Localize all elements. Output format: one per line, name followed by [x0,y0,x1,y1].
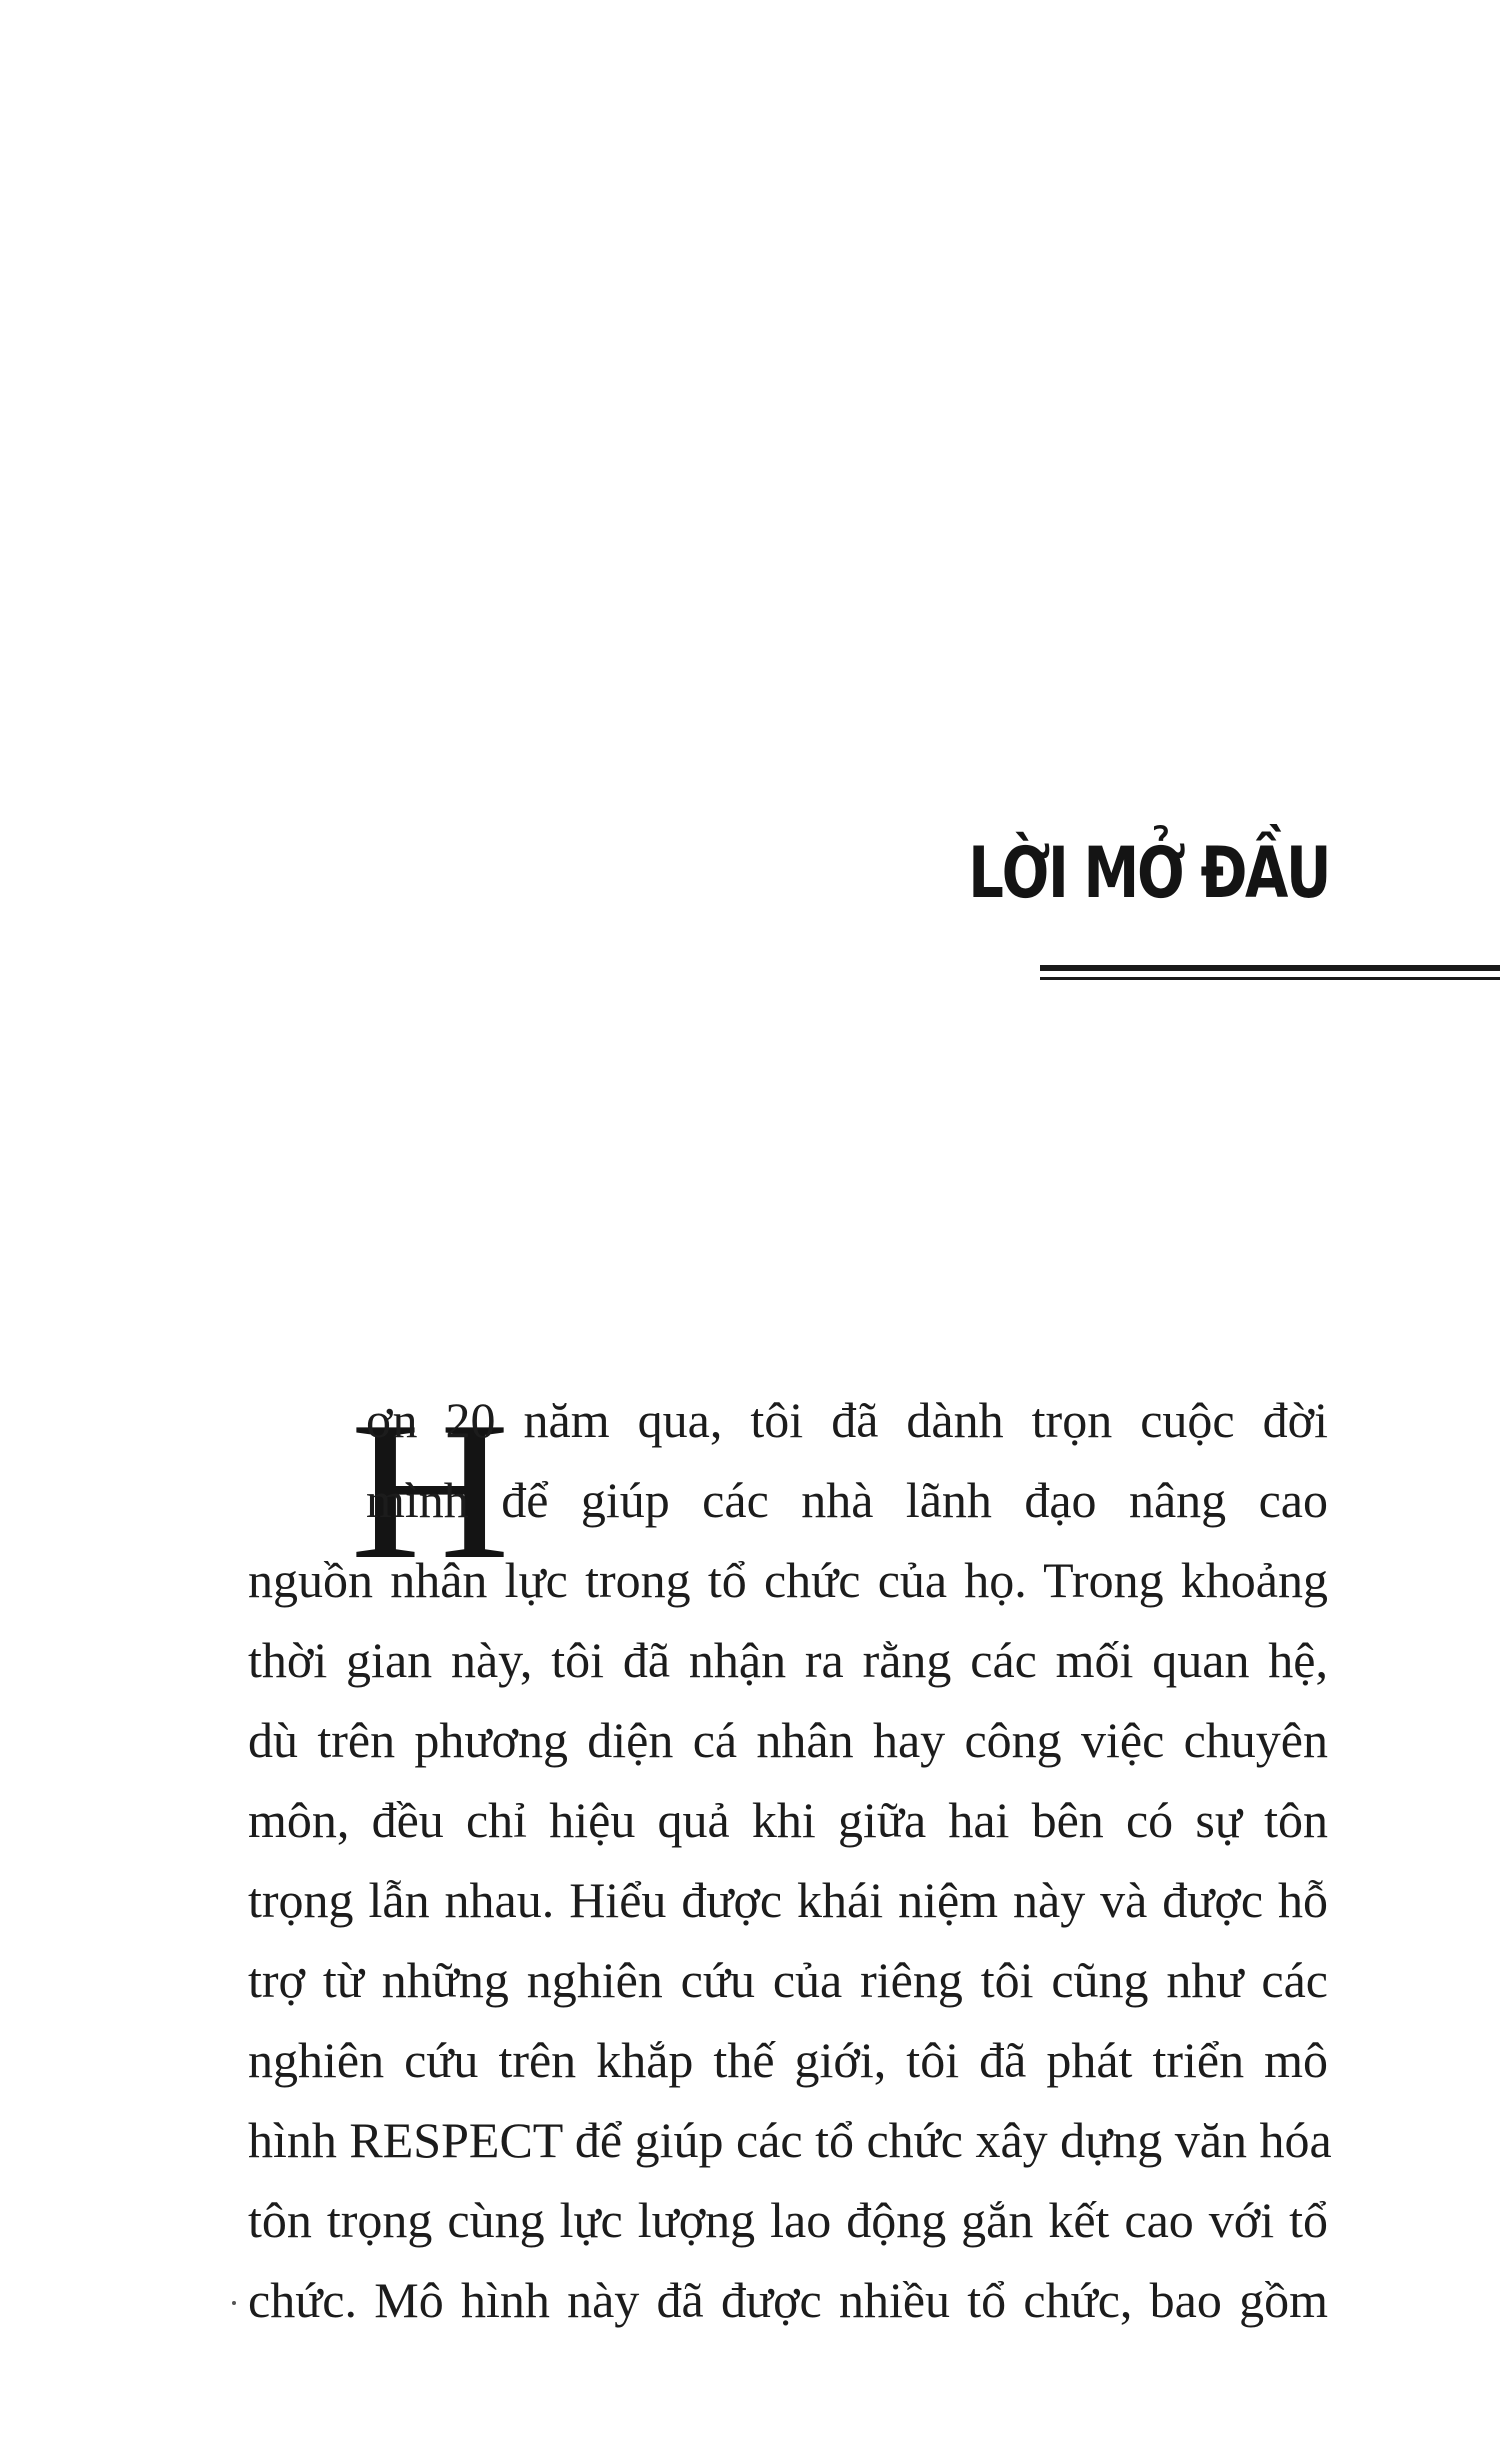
drop-cap: H [350,1381,511,1600]
paragraph-line: môn, đều chỉ hiệu quả khi giữa hai bên có sự tôn [248,1792,1328,1848]
paragraph-line: dù trên phương diện cá nhân hay công việc chuyên [248,1712,1328,1768]
body-paragraph [248,1380,1332,2340]
heading-rule-thick [1040,965,1500,971]
paragraph-line: trợ từ những nghiên cứu của riêng tôi cũng như các [248,1952,1328,2008]
heading-rule-thin [1040,977,1500,980]
paragraph-line: hình RESPECT để giúp các tổ chức xây dựng văn hóa [248,2112,1332,2168]
paragraph-line: trọng lẫn nhau. Hiểu được khái niệm này và được hỗ [248,1872,1328,1928]
paragraph-line: chức. Mô hình này đã được nhiều tổ chức, bao gồm [248,2272,1328,2328]
paragraph-line: ơn 20 năm qua, tôi đã dành trọn cuộc đời [366,1392,1328,1448]
chapter-heading: LỜI MỞ ĐẦU [968,832,1329,914]
paragraph-line: nghiên cứu trên khắp thế giới, tôi đã phát triển mô [248,2032,1328,2088]
margin-mark [232,2301,236,2305]
paragraph-line: thời gian này, tôi đã nhận ra rằng các mối quan hệ, [248,1632,1328,1688]
paragraph-line: nguồn nhân lực trong tổ chức của họ. Trong khoảng [248,1552,1328,1608]
paragraph-line: tôn trọng cùng lực lượng lao động gắn kết cao với tổ [248,2192,1328,2248]
paragraph-line: mình để giúp các nhà lãnh đạo nâng cao [366,1472,1328,1528]
